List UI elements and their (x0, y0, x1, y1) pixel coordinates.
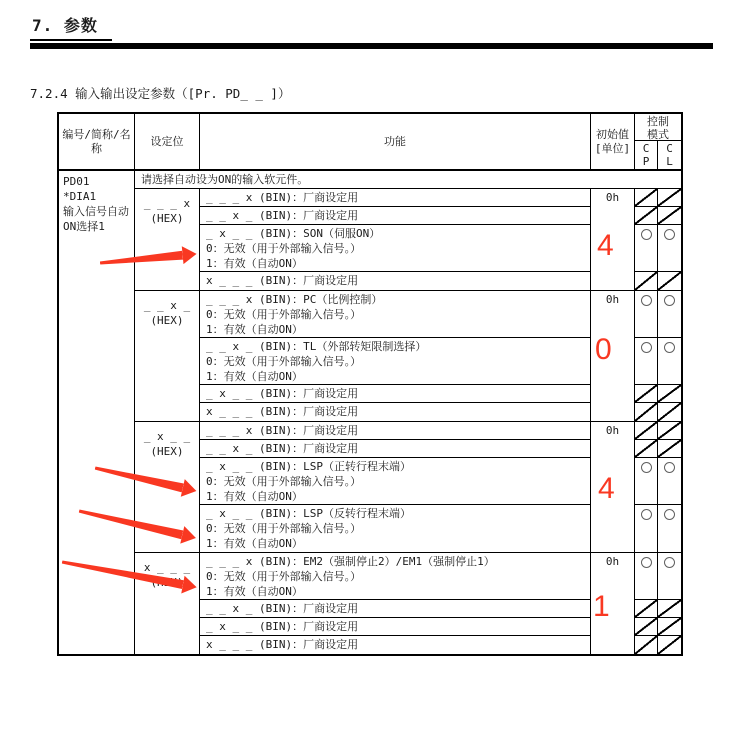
function-rows (200, 189, 591, 290)
mode-cl-cell (658, 422, 681, 439)
table-header-row (59, 114, 681, 171)
mode-cl-cell (658, 440, 681, 457)
mode-cl-cell (658, 458, 681, 504)
mode-cl-cell (658, 338, 681, 384)
header-control-mode (635, 114, 681, 169)
annotation-number: 1 (593, 590, 610, 623)
mode-cl-cell (658, 225, 681, 271)
function-row: _ _ x _ (BIN)：厂商设定用 (200, 207, 590, 225)
mode-cp-cell (635, 440, 658, 457)
mode-cl-cell (658, 618, 681, 635)
mode-cp-cell (635, 636, 658, 654)
setbit-cell: _ _ _ x (HEX) (135, 189, 200, 290)
mode-cl-cell (658, 636, 681, 654)
header-initial-line1: 初始值 (596, 127, 629, 141)
mode-cells (635, 189, 681, 290)
mode-cp-cell (635, 272, 658, 290)
mode-cells (635, 553, 681, 654)
function-row: _ x _ _ (BIN)：厂商设定用 (200, 618, 590, 636)
param-name-line1: 输入信号自动 (63, 205, 129, 218)
header-name: 编号/简称/名称 (59, 114, 135, 169)
mode-cp-cell (635, 422, 658, 439)
header-initial (591, 114, 635, 169)
header-setbit: 设定位 (135, 114, 200, 169)
mode-cl-cell (658, 385, 681, 402)
mode-cp-cell (635, 505, 658, 552)
initial-value-cell: 0h (591, 291, 635, 421)
mode-cp-cell (635, 553, 658, 599)
mode-cp-cell (635, 207, 658, 224)
mode-cp-cell (635, 225, 658, 271)
setbit-cell: _ x _ _ (HEX) (135, 422, 200, 552)
function-row: _ x _ _ (BIN)：LSP（反转行程末端） 0：无效（用于外部输入信号。） 1：有效（自动ON） (206, 507, 411, 550)
function-row: _ _ x _ (BIN)：厂商设定用 (200, 600, 590, 618)
chapter-title (30, 13, 112, 41)
header-cl: C L (666, 142, 673, 168)
mode-cp-cell (635, 338, 658, 384)
mode-cp-cell (635, 600, 658, 617)
mode-cells (635, 291, 681, 421)
function-row: x _ _ _ (BIN)：厂商设定用 (206, 274, 359, 287)
annotation-number: 4 (598, 472, 615, 505)
mode-cl-cell (658, 272, 681, 290)
mode-cp-cell (635, 385, 658, 402)
function-row: x _ _ _ (BIN)：厂商设定用 (206, 638, 359, 651)
mode-cp-cell (635, 403, 658, 421)
setbit-cell: x _ _ _ (135, 553, 200, 654)
mode-cl-cell (658, 207, 681, 224)
header-function: 功能 (200, 114, 591, 169)
mode-cp-cell (635, 291, 658, 337)
function-row: _ _ _ x (BIN)：PC（比例控制） 0：无效（用于外部输入信号。） 1：有效（自动ON） (200, 291, 590, 338)
function-row: _ _ x _ (BIN)：厂商设定用 (200, 440, 590, 458)
function-rows (200, 422, 591, 552)
function-rows (200, 553, 591, 654)
function-row: _ x _ _ (BIN)：SON（伺服ON） 0：无效（用于外部输入信号。） 1：有效（自动ON） (200, 225, 590, 272)
section-title: 7.2.4 输入输出设定参数（[Pr. PD_ _ ]） (30, 86, 291, 101)
initial-value-cell: 0h (591, 422, 635, 552)
function-row: _ _ x _ (BIN)：TL（外部转矩限制选择） 0：无效（用于外部输入信号。） 1：有效（自动ON） (200, 338, 590, 385)
mode-cl-cell (658, 189, 681, 206)
header-mode-subcolumns (635, 141, 681, 169)
chapter-rule (30, 43, 713, 49)
function-row: _ x _ _ (BIN)：LSP（正转行程末端） 0：无效（用于外部输入信号。） 1：有效（自动ON） (200, 458, 590, 505)
mode-cl-cell (658, 600, 681, 617)
header-control-mode-title: 控制 模式 (635, 114, 681, 141)
function-row: _ _ _ x (BIN)：厂商设定用 (200, 189, 590, 207)
function-row: _ x _ _ (BIN)：厂商设定用 (200, 385, 590, 403)
function-rows (200, 291, 591, 421)
mode-cl-cell (658, 291, 681, 337)
annotation-number: 0 (595, 333, 612, 366)
header-cp: C P (635, 141, 658, 169)
initial-value-cell: 0h (591, 189, 635, 290)
initial-value-cell: 0h (591, 553, 635, 654)
mode-cl-cell (658, 403, 681, 421)
function-row: _ _ _ x (BIN)：EM2（强制停止2）/EM1（强制停止1） 0：无效（用于外部输入信号。） 1：有效（自动ON） (200, 553, 590, 600)
mode-cp-cell (635, 458, 658, 504)
param-id: PD01 (63, 175, 90, 188)
function-row: x _ _ _ (BIN)：厂商设定用 (206, 405, 359, 418)
setbit-cell: _ _ x _ (HEX) (135, 291, 200, 421)
mode-cp-cell (635, 618, 658, 635)
mode-cl-cell (658, 505, 681, 552)
param-name-line2: ON选择1 (63, 220, 105, 233)
chapter-title-text: 7. 参数 (30, 13, 112, 41)
header-initial-line2: [单位] (594, 141, 631, 155)
intro-row: 请选择自动设为ON的输入软元件。 (135, 171, 681, 189)
mode-cl-cell (658, 553, 681, 599)
annotation-number: 4 (597, 229, 614, 262)
mode-cp-cell (635, 189, 658, 206)
function-row: _ _ _ x (BIN)：厂商设定用 (200, 422, 590, 440)
param-abbr: *DIA1 (63, 190, 97, 203)
mode-cells (635, 422, 681, 552)
